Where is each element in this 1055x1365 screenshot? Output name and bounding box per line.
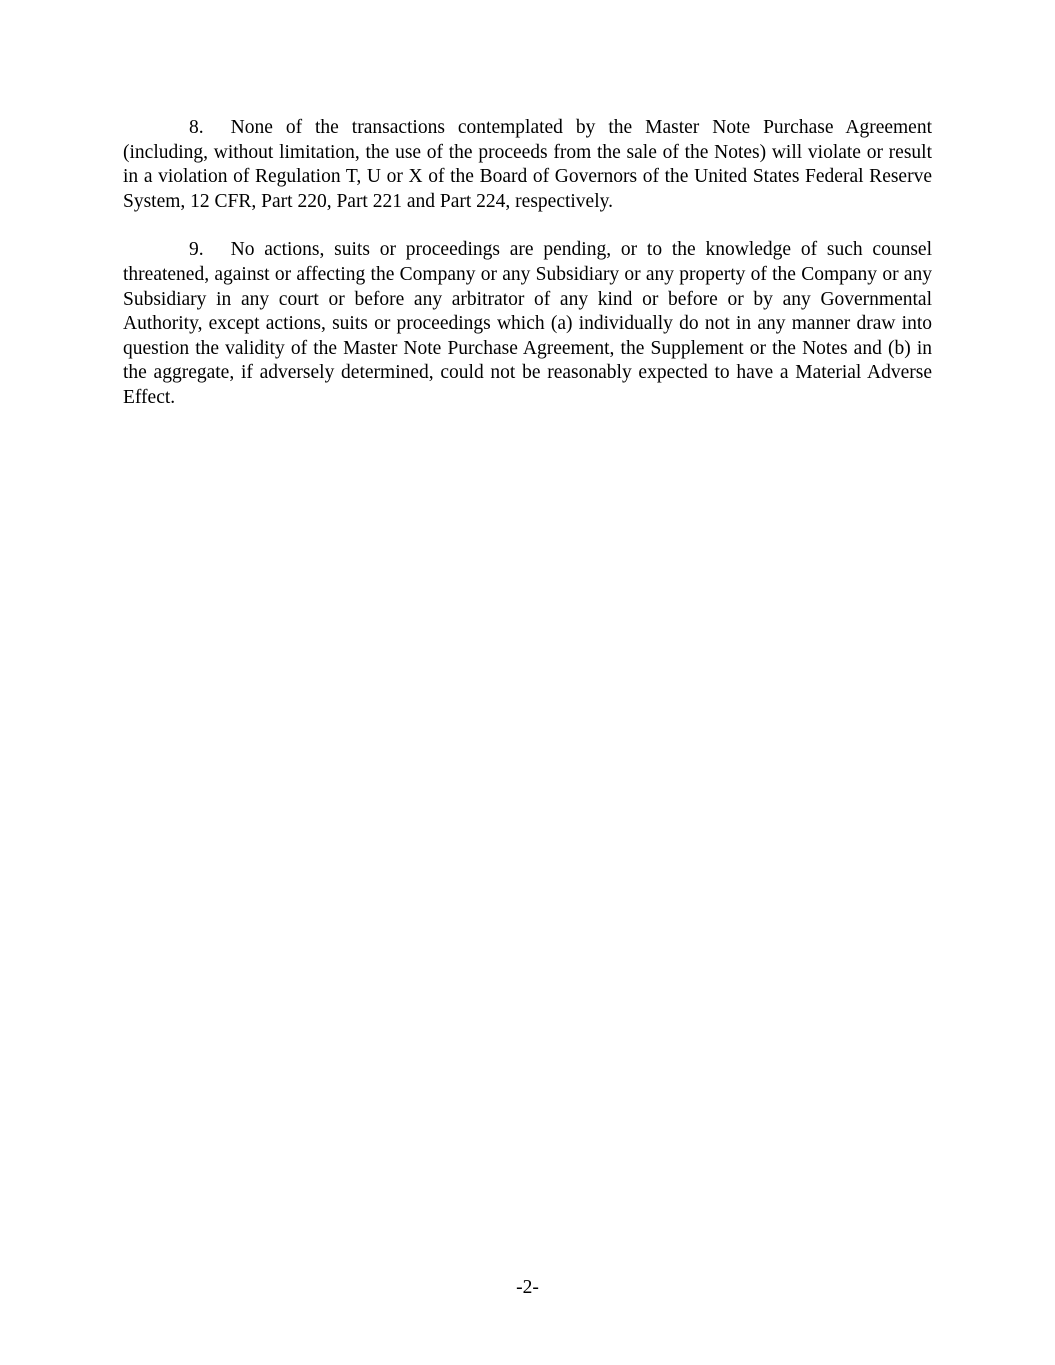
document-body <box>123 116 932 435</box>
paragraph-8-number: 8. <box>189 117 204 138</box>
paragraph-9-text: No actions, suits or proceedings are pending, or to the knowledge of such counsel threatened, against or affecting the Company or any Subsidiary or any property of the Company or any Subsidiary in any court or before any arbitrator of any kind or before or by any Governmental Authority, except actions, suits or proceedings which (a) individually do not in any manner draw into question the validity of the Master Note Purchase Agreement, the Supplement or the Notes and (b) in the aggregate, if adversely determined, could not be reasonably expected to have a Material Adverse Effect. <box>123 239 932 408</box>
paragraph-8-text: None of the transactions contemplated by the Master Note Purchase Agreement (including, without limitation, the use of the proceeds from the sale of the Notes) will violate or result in a violation of Regulation T, U or X of the Board of Governors of the United States Federal Reserve System, 12 CFR, Part 220, Part 221 and Part 224, respectively. <box>123 117 932 212</box>
paragraph-9-number: 9. <box>189 239 204 261</box>
paragraph-8 <box>123 116 932 214</box>
page-number: -2- <box>516 1277 539 1298</box>
paragraph-9 <box>123 238 932 410</box>
